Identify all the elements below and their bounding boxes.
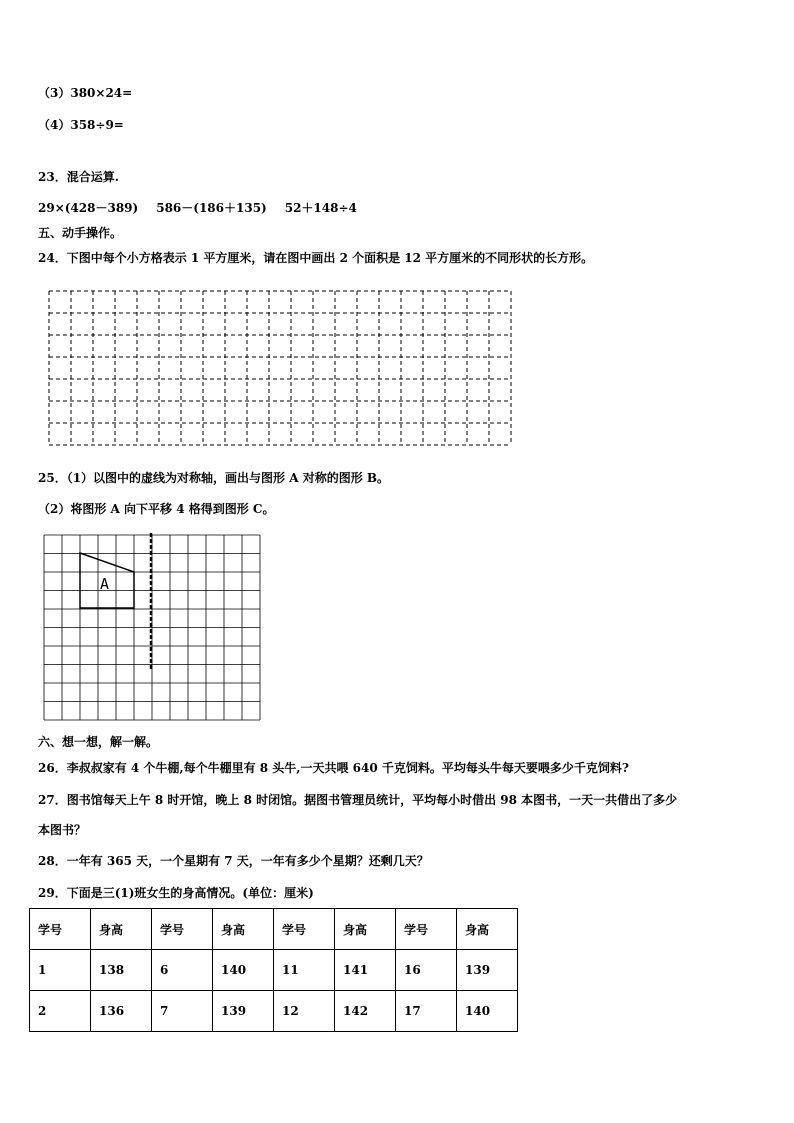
table-cell: 11	[274, 950, 335, 991]
question-25-part1: 25．（1）以图中的虚线为对称轴，画出与图形 A 对称的图形 B。	[38, 471, 390, 485]
table-cell: 7	[152, 991, 213, 1032]
table-header-row	[30, 909, 518, 950]
header-cell: 学号	[274, 909, 335, 950]
table-cell: 16	[396, 950, 457, 991]
header-cell: 身高	[91, 909, 152, 950]
table-cell: 139	[213, 991, 274, 1032]
header-cell: 学号	[396, 909, 457, 950]
question-26-text: 26．李叔叔家有 4 个牛棚,每个牛棚里有 8 头牛,一天共喂 640 千克饲料。平均每头牛每天要喂多少千克饲料?	[38, 761, 629, 775]
header-cell: 学号	[152, 909, 213, 950]
table-cell: 1	[30, 950, 91, 991]
question-27-line2: 本图书？	[38, 823, 87, 837]
table-cell: 6	[152, 950, 213, 991]
question-29-text: 29．下面是三(1)班女生的身高情况。(单位：厘米)	[38, 886, 314, 900]
table-cell: 2	[30, 991, 91, 1032]
question-25-part2: （2）将图形 A 向下平移 4 格得到图形 C。	[38, 502, 275, 516]
symmetry-grid[interactable]	[40, 531, 262, 725]
table-cell: 142	[335, 991, 396, 1032]
expression-2: 586－(186＋135)	[156, 201, 267, 215]
header-cell: 身高	[213, 909, 274, 950]
table-cell: 17	[396, 991, 457, 1032]
table-cell: 140	[457, 991, 518, 1032]
header-cell: 身高	[335, 909, 396, 950]
dashed-grid[interactable]	[44, 286, 518, 448]
expression-1: 29×(428－389)	[38, 201, 139, 215]
header-cell: 身高	[457, 909, 518, 950]
table-cell: 12	[274, 991, 335, 1032]
question-27-line1: 27．图书馆每天上午 8 时开馆，晚上 8 时闭馆。据图书管理员统计，平均每小时借出 98 本图书，一天一共借出了多少	[38, 793, 678, 807]
question-28-text: 28．一年有 365 天，一个星期有 7 天，一年有多少个星期？还剩几天？	[38, 854, 429, 868]
table-cell: 139	[457, 950, 518, 991]
problem-4: （4）358÷9=	[38, 118, 124, 132]
section-5-heading: 五、动手操作。	[38, 226, 123, 240]
height-table	[29, 908, 518, 1032]
table-row	[30, 950, 518, 991]
question-24-text: 24．下图中每个小方格表示 1 平方厘米，请在图中画出 2 个面积是 12 平方厘米的不同形状的长方形。	[38, 251, 594, 265]
section-6-heading: 六、想一想，解一解。	[38, 735, 159, 749]
table-cell: 141	[335, 950, 396, 991]
question-23-title: 23．混合运算.	[38, 170, 119, 184]
problem-3: （3）380×24=	[38, 86, 133, 100]
table-cell: 140	[213, 950, 274, 991]
table-row	[30, 991, 518, 1032]
table-cell: 136	[91, 991, 152, 1032]
header-cell: 学号	[30, 909, 91, 950]
question-23-expressions	[38, 199, 357, 216]
table-cell: 138	[91, 950, 152, 991]
figure-a-label: A	[100, 575, 110, 593]
expression-3: 52＋148÷4	[284, 201, 357, 215]
